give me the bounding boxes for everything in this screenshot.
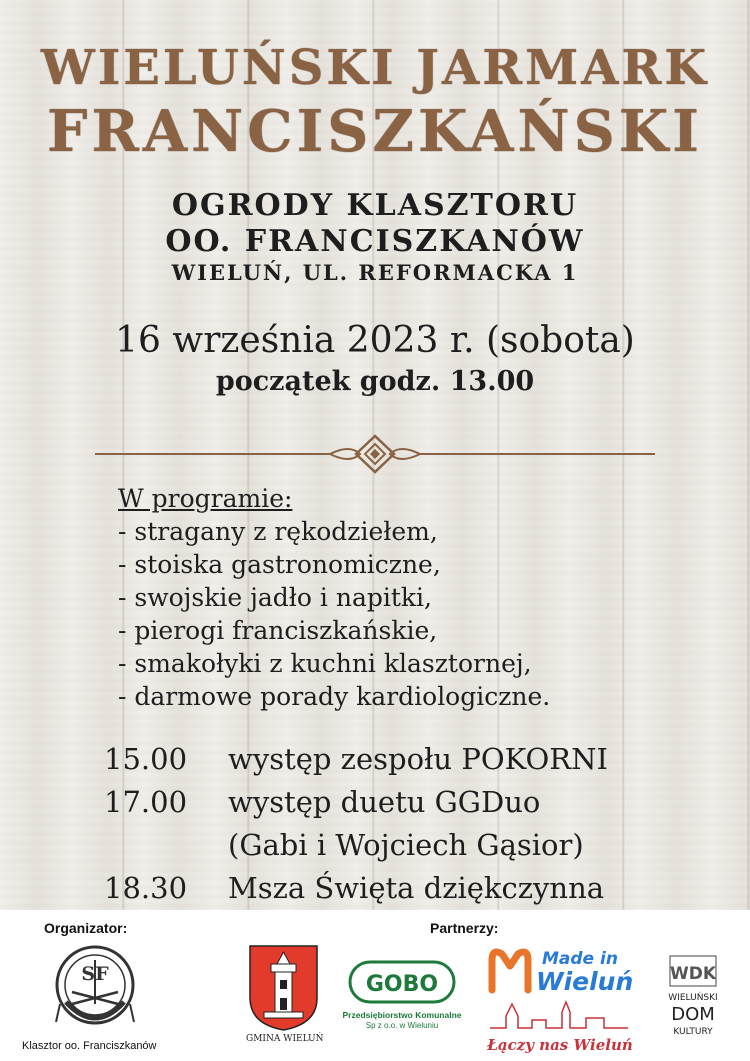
schedule-text: występ duetu GGDuo bbox=[228, 785, 541, 819]
miw-slogan: Łączy nas Wieluń bbox=[487, 1036, 633, 1054]
program-item: - pierogi franciszkańskie, bbox=[118, 616, 438, 645]
program-item: - darmowe porady kardiologiczne. bbox=[118, 682, 551, 711]
wdk-line3: KULTURY bbox=[673, 1027, 713, 1037]
wdk-mark: WDK bbox=[669, 964, 717, 984]
schedule-text: występ zespołu POKORNI bbox=[228, 742, 608, 776]
schedule-text: Msza Święta dziękczynna bbox=[228, 871, 605, 905]
venue-address: WIELUŃ, UL. REFORMACKA 1 bbox=[171, 260, 579, 285]
ornament-divider bbox=[95, 430, 655, 478]
wieluński-dom-kultury-logo-icon bbox=[664, 954, 722, 1054]
gmina-wielun-crest-icon bbox=[246, 942, 321, 1032]
program-list bbox=[118, 482, 550, 713]
miw-wielun: Wieluń bbox=[536, 967, 634, 996]
schedule-text: (Gabi i Wojciech Gąsior) bbox=[228, 828, 584, 862]
title-line-1: WIELUŃSKI JARMARK bbox=[40, 40, 710, 96]
schedule-time: 15.00 bbox=[104, 742, 188, 776]
program-title: W programie: bbox=[118, 484, 293, 513]
venue-line-1: OGRODY KLASZTORU bbox=[171, 188, 579, 223]
schedule-row bbox=[104, 824, 608, 867]
schedule-row bbox=[104, 867, 608, 910]
schedule-time: 17.00 bbox=[104, 785, 188, 819]
miw-made-in: Made in bbox=[542, 949, 618, 969]
made-in-wielun-logo-icon bbox=[486, 940, 634, 1056]
wdk-line1: WIELUŃSKI bbox=[668, 993, 718, 1003]
program-item: - smakołyki z kuchni klasztornej, bbox=[118, 649, 532, 678]
organizer-label: Organizator: bbox=[44, 920, 128, 936]
event-start-time: początek godz. 13.00 bbox=[215, 366, 535, 397]
schedule-time: 18.30 bbox=[104, 871, 188, 905]
pk-logo-text: GOBO bbox=[365, 972, 439, 997]
organizer-name: Klasztor oo. Franciszkanów bbox=[22, 1040, 157, 1052]
event-date: 16 września 2023 r. (sobota) bbox=[115, 320, 635, 361]
wdk-line2: DOM bbox=[671, 1004, 715, 1025]
title-line-2: FRANCISZKAŃSKI bbox=[47, 98, 703, 165]
venue-line-2: OO. FRANCISZKANÓW bbox=[165, 224, 585, 259]
schedule-row bbox=[104, 738, 608, 781]
pk-subtitle: Sp z o.o. w Wieluniu bbox=[365, 1021, 439, 1030]
pk-name: Przedsiębiorstwo Komunalne bbox=[342, 1010, 462, 1020]
schedule-row bbox=[104, 781, 608, 824]
program-item: - stragany z rękodziełem, bbox=[118, 517, 438, 546]
footer bbox=[0, 910, 750, 1061]
franciscan-emblem-icon bbox=[52, 942, 138, 1040]
partners-label: Partnerzy: bbox=[430, 920, 499, 936]
schedule-list bbox=[104, 738, 608, 910]
emblem-text: SF bbox=[81, 963, 109, 985]
program-item: - stoiska gastronomiczne, bbox=[118, 550, 441, 579]
gmina-caption: GMINA WIELUŃ bbox=[246, 1034, 324, 1044]
program-item: - swojskie jadło i napitki, bbox=[118, 583, 432, 612]
